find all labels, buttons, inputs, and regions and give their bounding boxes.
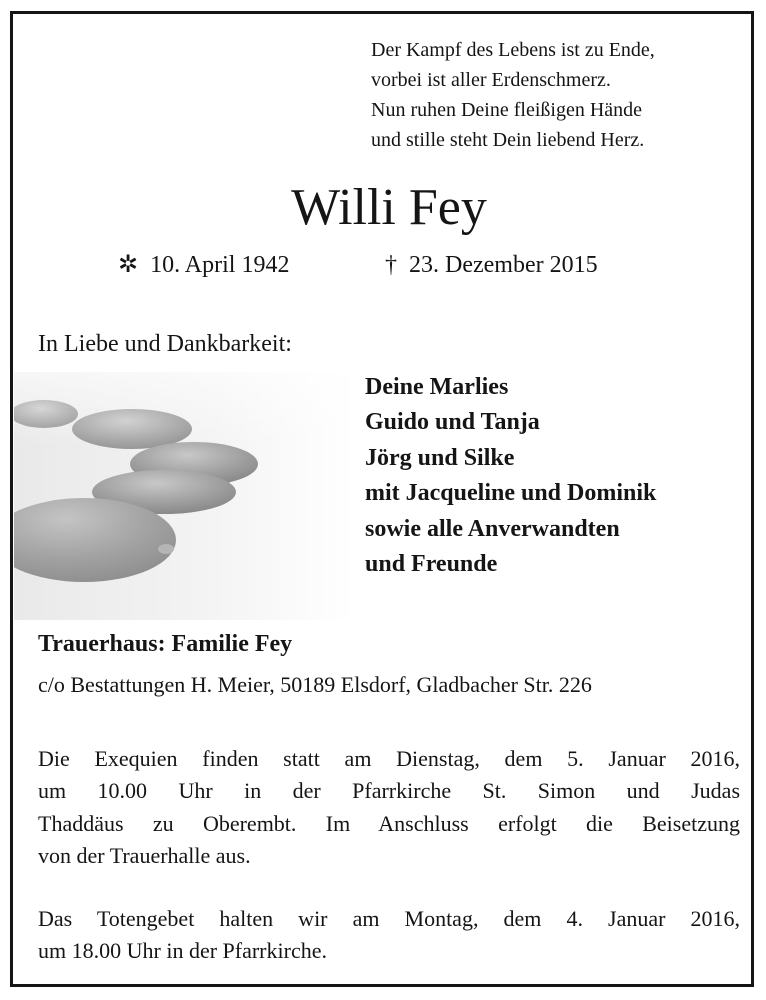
death-date: 23. Dezember 2015 (409, 252, 598, 278)
exequien-line: Thaddäus zu Oberembt. Im Anschluss erfolgt die Beisetzung (38, 810, 740, 836)
birth-star-icon: ✲ (118, 252, 139, 278)
mourner-line: Jörg und Silke (365, 444, 515, 471)
poem-line: Der Kampf des Lebens ist zu Ende, (371, 39, 655, 61)
birth-date-line (118, 247, 289, 283)
deceased-name: Willi Fey (291, 179, 487, 236)
birth-date: 10. April 1942 (150, 252, 290, 278)
poem (371, 35, 741, 155)
exequien-line: Die Exequien finden statt am Dienstag, dem 5. Januar 2016, (38, 746, 740, 771)
totengebet-paragraph (38, 903, 740, 968)
mourner-line: Deine Marlies (365, 374, 509, 400)
mourner-line: sowie alle Anverwandten (365, 515, 620, 542)
totengebet-line: um 18.00 Uhr in der Pfarrkirche. (38, 938, 327, 964)
trauerhaus-address: c/o Bestattungen H. Meier, 50189 Elsdorf, Gladbacher Str. 226 (38, 672, 592, 697)
totengebet-line: Das Totengebet halten wir am Montag, dem 4. Januar 2016, (38, 906, 740, 931)
mourner-line: und Freunde (365, 551, 498, 578)
poem-line: Nun ruhen Deine fleißigen Hände (371, 99, 643, 121)
exequien-paragraph (38, 743, 740, 873)
death-date-line (385, 247, 598, 283)
intro-text: In Liebe und Dankbarkeit: (38, 331, 292, 357)
death-cross-icon: † (385, 252, 397, 278)
trauerhaus-title: Trauerhaus: Familie Fey (38, 631, 293, 657)
mourners-list (365, 370, 656, 582)
mourner-line: Guido und Tanja (365, 409, 540, 436)
exequien-line: um 10.00 Uhr in der Pfarrkirche St. Simon und Judas (38, 778, 740, 804)
exequien-line: von der Trauerhalle aus. (38, 843, 251, 869)
poem-line: und stille steht Dein liebend Herz. (371, 129, 645, 151)
stones-image (14, 372, 354, 620)
poem-line: vorbei ist aller Erdenschmerz. (371, 69, 611, 91)
mourner-line: mit Jacqueline und Dominik (365, 480, 657, 507)
